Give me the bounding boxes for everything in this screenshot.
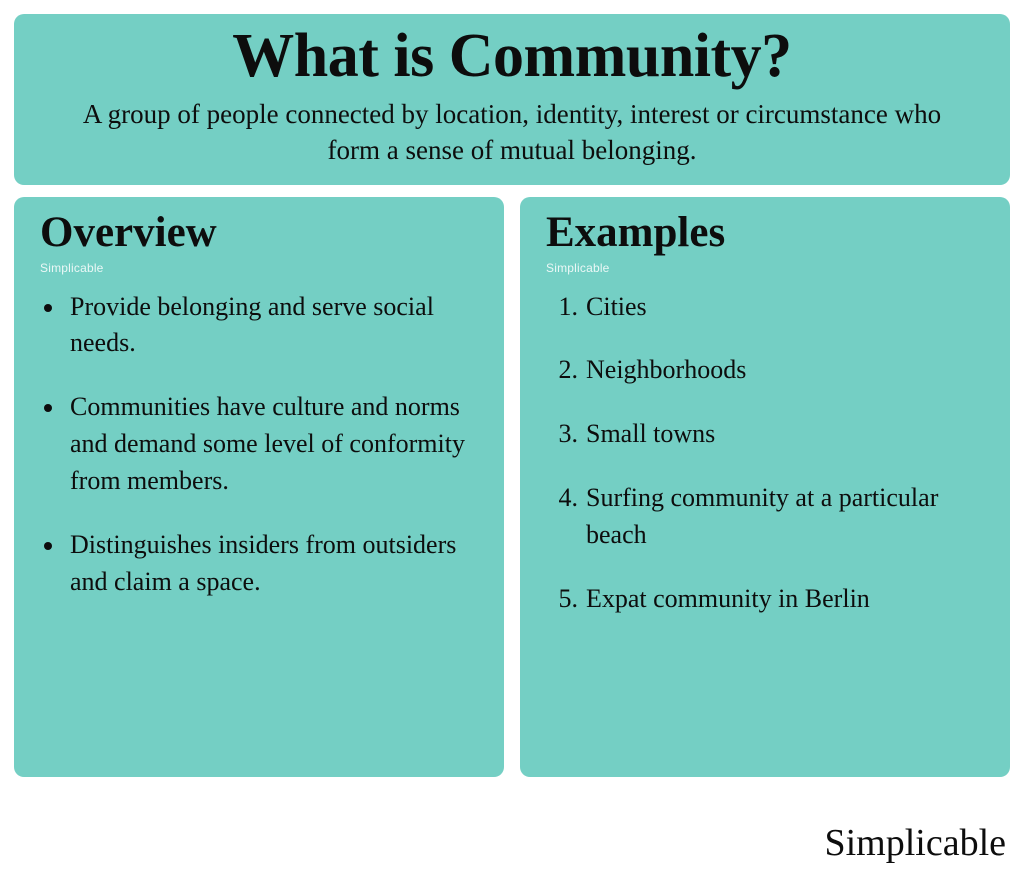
overview-title: Overview [40, 209, 217, 257]
examples-watermark: Simplicable [546, 260, 610, 275]
header-panel [14, 14, 1010, 185]
page-title: What is Community? [232, 22, 792, 90]
overview-panel [14, 197, 504, 777]
list-item: Small towns [586, 419, 716, 449]
examples-list [542, 289, 988, 618]
examples-title: Examples [546, 209, 726, 257]
list-item: Expat community in Berlin [586, 584, 870, 614]
list-item: Neighborhoods [586, 355, 747, 385]
overview-watermark: Simplicable [40, 260, 104, 275]
list-item: Distinguishes insiders from outsiders and claim a space. [36, 527, 482, 601]
examples-panel [520, 197, 1010, 777]
list-item: Surfing community at a particular beach [586, 483, 939, 550]
page-subtitle: A group of people connected by location, identity, interest or circumstance who form a sense of mutual belonging. [82, 99, 942, 166]
overview-list [36, 289, 482, 601]
footer-brand: Simplicable [824, 822, 1006, 864]
columns-container [14, 197, 1010, 777]
list-item: Communities have culture and norms and demand some level of conformity from members. [36, 389, 482, 500]
list-item: Provide belonging and serve social needs. [36, 289, 482, 363]
list-item: Cities [586, 291, 647, 321]
